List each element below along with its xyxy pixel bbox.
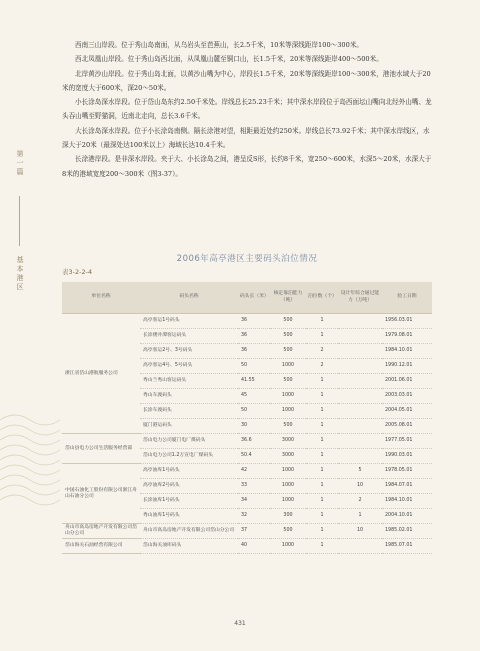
- cell-date: 1990.12.01: [382, 359, 432, 374]
- cell-capacity: 1000: [270, 359, 306, 374]
- table-row: [62, 434, 432, 449]
- cell-length: 40: [238, 539, 270, 554]
- header-name: 码头名称: [140, 282, 238, 314]
- cell-date: 2003.03.01: [382, 389, 432, 404]
- paragraph: 西南三山岸段。位于秀山岛南面，从乌岩头至芭蕉山，长2.5千米，10米等深线距岸100～300米。: [75, 41, 364, 49]
- cell-date: 1984.07.01: [382, 479, 432, 494]
- cell-date: 2005.08.01: [382, 419, 432, 434]
- cell-throughput: [338, 389, 382, 404]
- cell-name: 长涂倭井潭客运码头: [140, 329, 238, 344]
- cell-length: 37: [238, 524, 270, 539]
- cell-length: 50: [238, 404, 270, 419]
- cell-capacity: 1000: [270, 389, 306, 404]
- table-row: [62, 539, 432, 554]
- table-number: 表3-2-2-4: [62, 268, 93, 276]
- cell-throughput: [338, 359, 382, 374]
- paragraph: 大长涂岛深水岸段。位于小长涂岛南侧。隔长涂港对望，相距最近处约250米。岸线总长73.92千米；其中深水岸线区，水深大于20米（最深处达100米以上）海域长达10.4千米。: [62, 126, 430, 150]
- cell-throughput: 10: [338, 524, 382, 539]
- cell-berths: 1: [306, 419, 338, 434]
- table-header-row: [62, 282, 432, 314]
- cell-length: 45: [238, 389, 270, 404]
- cell-capacity: 500: [270, 374, 306, 389]
- cell-berths: 1: [306, 404, 338, 419]
- cell-org: 浙江省岱山港航服务公司: [62, 314, 140, 434]
- cell-berths: 1: [306, 314, 338, 329]
- cell-berths: 2: [306, 359, 338, 374]
- cell-capacity: 500: [270, 524, 306, 539]
- cell-length: 36: [238, 314, 270, 329]
- cell-name: 高亭客运2号、3号码头: [140, 344, 238, 359]
- cell-length: 41.55: [238, 374, 270, 389]
- cell-date: 2004.05.01: [382, 404, 432, 419]
- cell-name: 高亭油库1号码头: [140, 464, 238, 479]
- cell-org: 中国石油化工股份有限公司浙江舟山石油分公司: [62, 464, 140, 524]
- cell-berths: 1: [306, 374, 338, 389]
- paragraph: 小长涂岛深水岸段。位于岱山岛东约2.50千米处。岸线总长25.23千米；其中深水岸段位于岛西面坛山嘴向北经外山嘴、龙头吞山嘴至野猫洞，近南北走向，总长3.6千米。: [62, 98, 432, 121]
- cell-length: 36: [238, 344, 270, 359]
- cell-length: 36: [238, 329, 270, 344]
- cell-length: 50: [238, 359, 270, 374]
- cell-throughput: [338, 419, 382, 434]
- cell-date: 1984.10.01: [382, 494, 432, 509]
- cell-capacity: 300: [270, 509, 306, 524]
- cell-berths: 1: [306, 449, 338, 464]
- cell-berths: 1: [306, 509, 338, 524]
- cell-date: 1978.05.01: [382, 464, 432, 479]
- cell-throughput: [338, 374, 382, 389]
- cell-berths: 2: [306, 344, 338, 359]
- cell-date: 1977.05.01: [382, 434, 432, 449]
- cell-capacity: 3000: [270, 434, 306, 449]
- cell-capacity: 1000: [270, 539, 306, 554]
- cell-date: 1956.03.01: [382, 314, 432, 329]
- sidebar-part-label: 第一篇: [16, 150, 24, 176]
- cell-berths: 1: [306, 389, 338, 404]
- cell-throughput: [338, 539, 382, 554]
- cell-length: 36.6: [238, 434, 270, 449]
- cell-name: 高亭客运4号、5号码头: [140, 359, 238, 374]
- cell-berths: 1: [306, 539, 338, 554]
- cell-capacity: 3000: [270, 449, 306, 464]
- cell-name: 秀山油库1号码头: [140, 509, 238, 524]
- cell-name: 厦门港运码头: [140, 419, 238, 434]
- cell-date: 1985.07.01: [382, 539, 432, 554]
- cell-capacity: 500: [270, 314, 306, 329]
- cell-length: 42: [238, 464, 270, 479]
- paragraph: 西北凤凰山岸段。位于秀山岛西北面，从凤凰山麓至铜口山，长1.5千米，20米等深线距岸400～500米。: [75, 55, 383, 64]
- header-date: 验工日期: [382, 282, 432, 314]
- header-length: 码头长（米）: [238, 282, 270, 314]
- sidebar-chapter-label: 基本港区: [16, 256, 24, 291]
- cell-length: 33: [238, 479, 270, 494]
- header-throughput: 设计年综合通过能力（万吨）: [338, 282, 382, 314]
- page-number: 431: [234, 620, 246, 627]
- cell-throughput: 10: [338, 479, 382, 494]
- table-row: [62, 524, 432, 539]
- cell-berths: 1: [306, 329, 338, 344]
- table-row: [62, 314, 432, 329]
- cell-capacity: 1000: [270, 404, 306, 419]
- cell-berths: 1: [306, 524, 338, 539]
- cell-throughput: [338, 449, 382, 464]
- cell-date: 1984.10.01: [382, 344, 432, 359]
- cell-berths: 1: [306, 479, 338, 494]
- cell-name: 高亭客运1号码头: [140, 314, 238, 329]
- cell-throughput: 2: [338, 494, 382, 509]
- cell-name: 舟山市高岛房地产开发有限公司岱山分公司: [140, 524, 238, 539]
- cell-org: 舟山市高岛房地产开发有限公司岱山分公司: [62, 524, 140, 539]
- cell-org: 岱山海关石油经营有限公司: [62, 539, 140, 554]
- cell-throughput: [338, 314, 382, 329]
- cell-name: 岱山海关油库码头: [140, 539, 238, 554]
- header-org: 单位名称: [62, 282, 140, 314]
- cell-name: 高亭油库2号码头: [140, 479, 238, 494]
- cell-name: 长涂车渡码头: [140, 404, 238, 419]
- cell-throughput: [338, 329, 382, 344]
- paragraph: 北岸黄沙山岸段。位于秀山岛北面，以黄沙山嘴为中心，岸段长1.5千米，20米等深线距岸100～300米，港池水域大于20米的宽度大于600米，深20～50米。: [62, 69, 431, 92]
- cell-date: 2004.10.01: [382, 509, 432, 524]
- cell-length: 32: [238, 509, 270, 524]
- cell-date: 2001.06.01: [382, 374, 432, 389]
- cell-throughput: [338, 404, 382, 419]
- cell-date: 1985.02.01: [382, 524, 432, 539]
- table-body: [62, 314, 432, 554]
- cell-name: 秀山车渡码头: [140, 389, 238, 404]
- cell-length: 30: [238, 419, 270, 434]
- sidebar-divider: [19, 196, 20, 246]
- cell-name: 岱山电力公司1.2万宣电厂煤码头: [140, 449, 238, 464]
- cell-length: 34: [238, 494, 270, 509]
- cell-throughput: 5: [338, 464, 382, 479]
- cell-date: 1979.08.01: [382, 329, 432, 344]
- header-capacity: 核定靠泊能力（吨）: [270, 282, 306, 314]
- table-row: [62, 464, 432, 479]
- cell-throughput: [338, 434, 382, 449]
- cell-capacity: 500: [270, 419, 306, 434]
- cell-org: 岱山县电力公司生活服务经营部: [62, 434, 140, 464]
- cell-capacity: 1000: [270, 479, 306, 494]
- cell-name: 岱山电力公司厦门电厂煤码头: [140, 434, 238, 449]
- berth-table: [62, 282, 432, 554]
- cell-capacity: 500: [270, 329, 306, 344]
- paragraph: 长涂港岸段。是非深水岸段。夹于大、小长涂岛之间，港呈反S形，长约8千米，宽250～600米，水深5～20米，水深大于8米的港域宽度200～300米（图3-37）。: [62, 155, 432, 178]
- table-title: 2006年高亭港区主要码头泊位情况: [176, 254, 318, 264]
- body-text: [62, 38, 432, 181]
- cell-throughput: [338, 344, 382, 359]
- cell-name: 秀山兰秀山客运码头: [140, 374, 238, 389]
- header-berths: 泊位数（个）: [306, 282, 338, 314]
- cell-berths: 1: [306, 464, 338, 479]
- cell-berths: 1: [306, 494, 338, 509]
- cell-length: 50.4: [238, 449, 270, 464]
- cell-capacity: 1000: [270, 494, 306, 509]
- cell-capacity: 1000: [270, 464, 306, 479]
- cell-throughput: 1: [338, 509, 382, 524]
- cell-capacity: 500: [270, 344, 306, 359]
- cell-date: 1990.03.01: [382, 449, 432, 464]
- cell-name: 长涂油库1号码头: [140, 494, 238, 509]
- decorative-wave-ornament: [0, 400, 70, 520]
- cell-berths: 1: [306, 434, 338, 449]
